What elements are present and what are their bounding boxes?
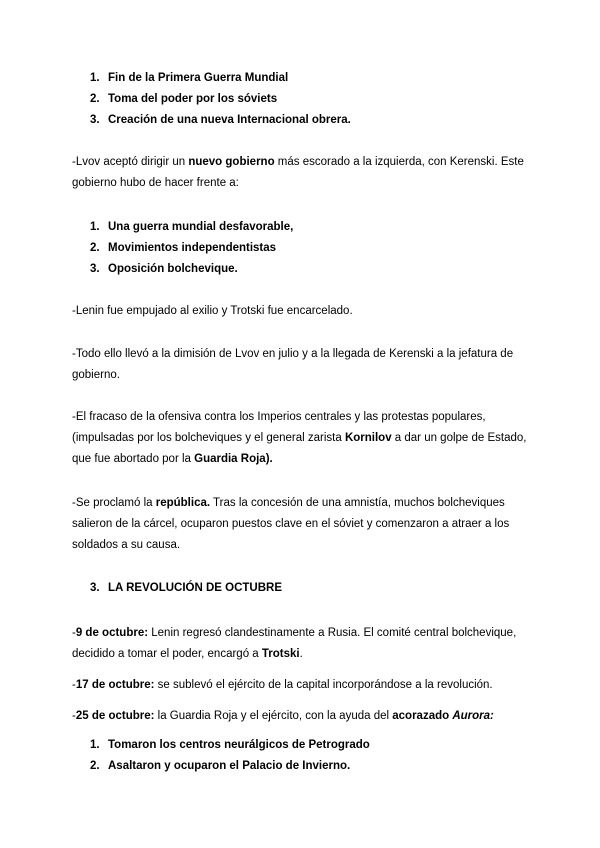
list-item: 2. Toma del poder por los sóviets [90, 93, 278, 105]
list-actions [90, 735, 370, 777]
list-item: 2. Movimientos independentistas [90, 242, 277, 254]
paragraph-republic: -Se proclamó la república. Tras la concesión de una amnistía, muchos bolcheviques salieron de la cárcel, ocuparon puestos clave en el sóviet y comenzaron a atraer a los soldados a su causa. [72, 497, 510, 551]
paragraph-lvov: -Lvov aceptó dirigir un nuevo gobierno más escorado a la izquierda, con Kerenski. Este gobierno hubo de hacer frente a: [72, 156, 524, 189]
paragraph-oct-9: -9 de octubre: Lenin regresó clandestinamente a Rusia. El comité central bolchevique, decidido a tomar el poder, encargó a Trotski. [72, 627, 517, 660]
list-item: 3. Creación de una nueva Internacional obrera. [90, 114, 351, 126]
list-item: 1. Tomaron los centros neurálgicos de Petrogrado [90, 739, 370, 751]
paragraph-kornilov: -El fracaso de la ofensiva contra los Imperios centrales y las protestas populares, (impulsadas por los bolcheviques y el general zarista Kornilov a dar un golpe de Estado, que fue abortado por la Guardia Roja). [72, 411, 527, 465]
paragraph-oct-17: -17 de octubre: se sublevó el ejército de la capital incorporándose a la revolución. [72, 679, 493, 691]
list-item: 1. Fin de la Primera Guerra Mundial [90, 72, 289, 84]
paragraph-lenin-exile: -Lenin fue empujado al exilio y Trotski fue encarcelado. [72, 305, 353, 317]
list-outcomes [90, 68, 351, 131]
list-challenges [90, 217, 293, 280]
section-heading: 3. LA REVOLUCIÓN DE OCTUBRE [90, 582, 282, 594]
paragraph-oct-25: -25 de octubre: la Guardia Roja y el ejército, con la ayuda del acorazado Aurora: [72, 710, 494, 722]
list-item: 2. Asaltaron y ocuparon el Palacio de Invierno. [90, 760, 351, 772]
list-item: 3. Oposición bolchevique. [90, 263, 238, 275]
list-item: 1. Una guerra mundial desfavorable, [90, 221, 294, 233]
paragraph-resignation: -Todo ello llevó a la dimisión de Lvov en julio y a la llegada de Kerenski a la jefatura de gobierno. [72, 348, 514, 381]
